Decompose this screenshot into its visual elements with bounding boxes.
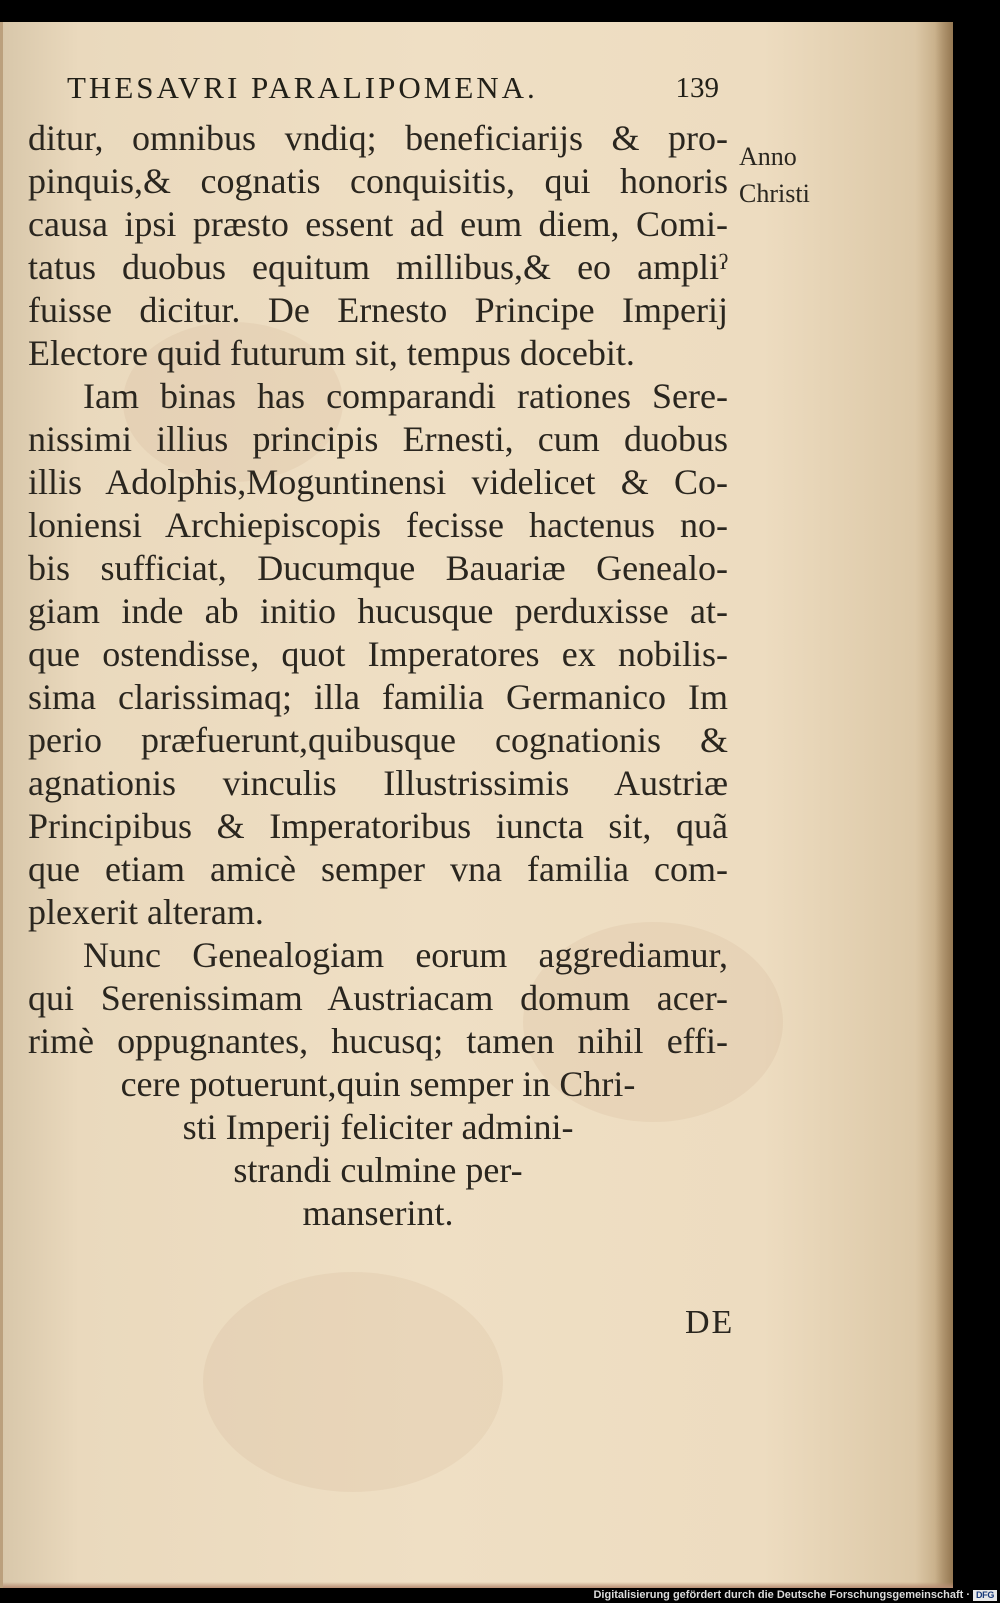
text-line: giam inde ab initio hucusque perduxisse at-	[28, 591, 728, 631]
text-line: cere potuerunt,quin semper in Chri-	[120, 1064, 636, 1104]
text-line: que etiam amicè semper vna familia com-	[28, 849, 728, 889]
marginal-note-line: Anno	[739, 142, 797, 171]
running-title: THESAVRI PARALIPOMENA.	[67, 70, 538, 105]
text-line: que ostendisse, quot Imperatores ex nobilis-	[28, 634, 728, 674]
running-head	[67, 68, 719, 108]
marginal-note	[739, 138, 843, 212]
page-number: 139	[675, 72, 719, 104]
text-line: ditur, omnibus vndiq; beneficiarijs & pro-	[28, 118, 728, 158]
text-line: nissimi illius principis Ernesti, cum duobus	[28, 419, 728, 459]
footer-bar	[0, 1588, 1000, 1603]
text-line: loniensi Archiepiscopis fecisse hactenus no-	[28, 505, 728, 545]
text-line: Principibus & Imperatoribus iuncta sit, quã	[28, 806, 728, 846]
text-line: tatus duobus equitum millibus,& eo ampliˀ	[28, 247, 728, 287]
funding-credit: Digitalisierung gefördert durch die Deutsche Forschungsgemeinschaft ·	[593, 1589, 970, 1601]
paper-stain	[203, 1272, 503, 1492]
text-line: fuisse dicitur. De Ernesto Principe Imperij	[28, 290, 728, 330]
text-line: agnationis vinculis Illustrissimis Austriæ	[28, 763, 728, 803]
text-line: illis Adolphis,Moguntinensi videlicet & Co-	[28, 462, 728, 502]
text-line: Electore quid futurum sit, tempus docebit.	[28, 333, 635, 373]
text-line: rimè oppugnantes, hucusq; tamen nihil effi-	[28, 1021, 728, 1061]
text-line: perio præfuerunt,quibusque cognationis &	[28, 720, 728, 760]
marginal-note-line: Christi	[739, 179, 810, 208]
text-line: Nunc Genealogiam eorum aggrediamur,	[83, 935, 728, 975]
text-line: plexerit alteram.	[28, 892, 264, 932]
text-line: strandi culmine per-	[233, 1150, 523, 1190]
text-line: sima clarissimaq; illa familia Germanico Im	[28, 677, 728, 717]
text-line: pinquis,& cognatis conquisitis, qui honoris	[28, 161, 728, 201]
text-line: Iam binas has comparandi rationes Sere-	[83, 376, 728, 416]
page-edge-shadow	[935, 22, 953, 1588]
body-text	[28, 117, 728, 1235]
book-page	[0, 22, 953, 1588]
dfg-logo-icon: DFG	[973, 1590, 997, 1601]
catchword: DE	[685, 1304, 735, 1341]
text-line: bis sufficiat, Ducumque Bauariæ Genealo-	[28, 548, 728, 588]
text-line: qui Serenissimam Austriacam domum acer-	[28, 978, 728, 1018]
text-line: causa ipsi præsto essent ad eum diem, Comi-	[28, 204, 728, 244]
text-line: sti Imperij feliciter admini-	[182, 1107, 574, 1147]
text-line: manserint.	[302, 1193, 454, 1233]
